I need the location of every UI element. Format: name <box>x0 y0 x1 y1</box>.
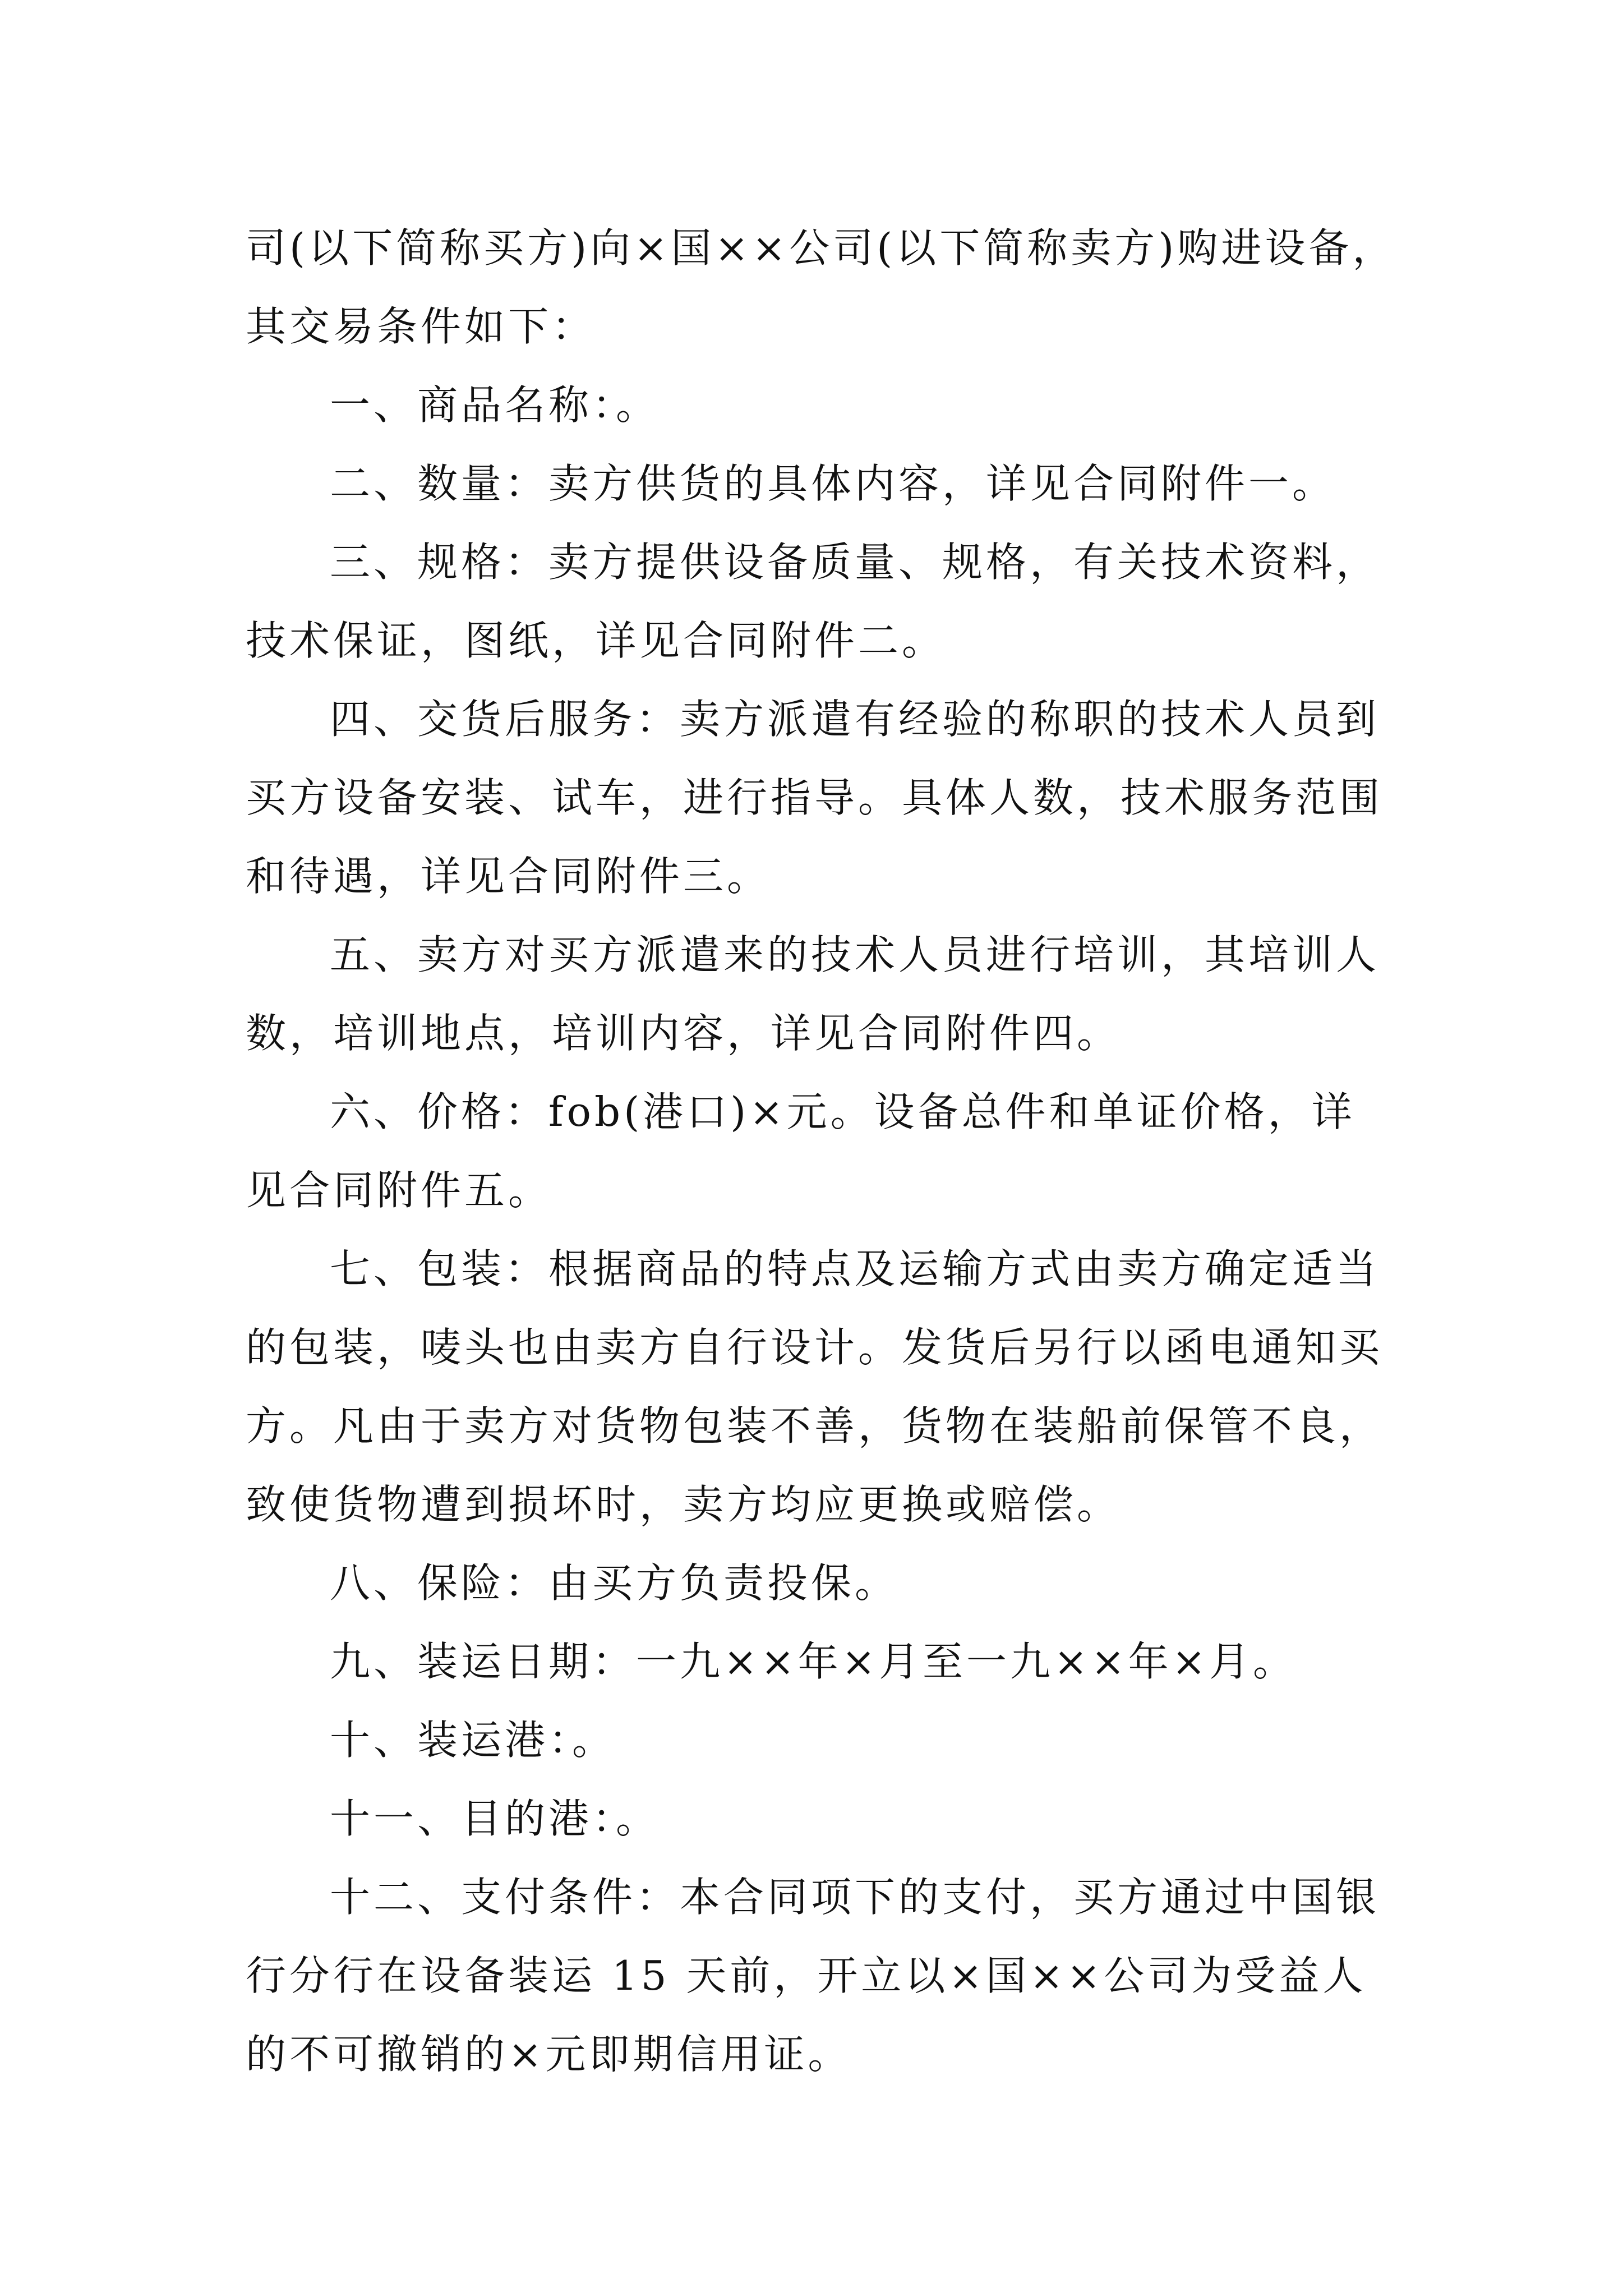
clause-line: 三、规格：卖方提供设备质量、规格，有关技术资料， <box>330 539 1380 586</box>
text-line: 其交易条件如下： <box>246 303 596 350</box>
text-line: 致使货物遭到损坏时，卖方均应更换或赔偿。 <box>246 1481 1121 1528</box>
clause-line: 四、交货后服务：卖方派遣有经验的称职的技术人员到 <box>330 696 1380 743</box>
text-line: 司(以下简称买方)向×国××公司(以下简称卖方)购进设备， <box>246 224 1396 272</box>
text-line: 方。凡由于卖方对货物包装不善，货物在装船前保管不良， <box>246 1402 1384 1450</box>
document-body <box>246 209 1446 2093</box>
clause-line: 六、价格：fob(港口)×元。设备总件和单证价格，详 <box>330 1088 1355 1135</box>
clause-line: 一、商品名称：。 <box>330 381 660 429</box>
text-line: 的不可撤销的×元即期信用证。 <box>246 2031 852 2078</box>
clause-line: 二、数量：卖方供货的具体内容，详见合同附件一。 <box>330 460 1336 507</box>
text-line: 数，培训地点，培训内容，详见合同附件四。 <box>246 1010 1121 1057</box>
clause-line: 十二、支付条件：本合同项下的支付，买方通过中国银 <box>330 1874 1380 1921</box>
clause-line: 九、装运日期：一九××年×月至一九××年×月。 <box>330 1638 1297 1685</box>
clause-line: 七、包装：根据商品的特点及运输方式由卖方确定适当 <box>330 1245 1380 1292</box>
text-line: 的包装，唛头也由卖方自行设计。发货后另行以函电通知买 <box>246 1324 1384 1371</box>
text-line: 和待遇，详见合同附件三。 <box>246 853 771 900</box>
clause-line: 十一、目的港：。 <box>330 1795 660 1842</box>
text-line: 见合同附件五。 <box>246 1167 552 1214</box>
text-line: 行分行在设备装运 15 天前，开立以×国××公司为受益人 <box>246 1952 1367 1999</box>
clause-line: 十、装运港：。 <box>330 1717 616 1764</box>
clause-line: 八、保险：由买方负责投保。 <box>330 1559 899 1607</box>
text-line: 买方设备安装、试车，进行指导。具体人数，技术服务范围 <box>246 774 1384 821</box>
text-line: 技术保证，图纸，详见合同附件二。 <box>246 617 946 664</box>
clause-line: 五、卖方对买方派遣来的技术人员进行培训，其培训人 <box>330 931 1380 978</box>
